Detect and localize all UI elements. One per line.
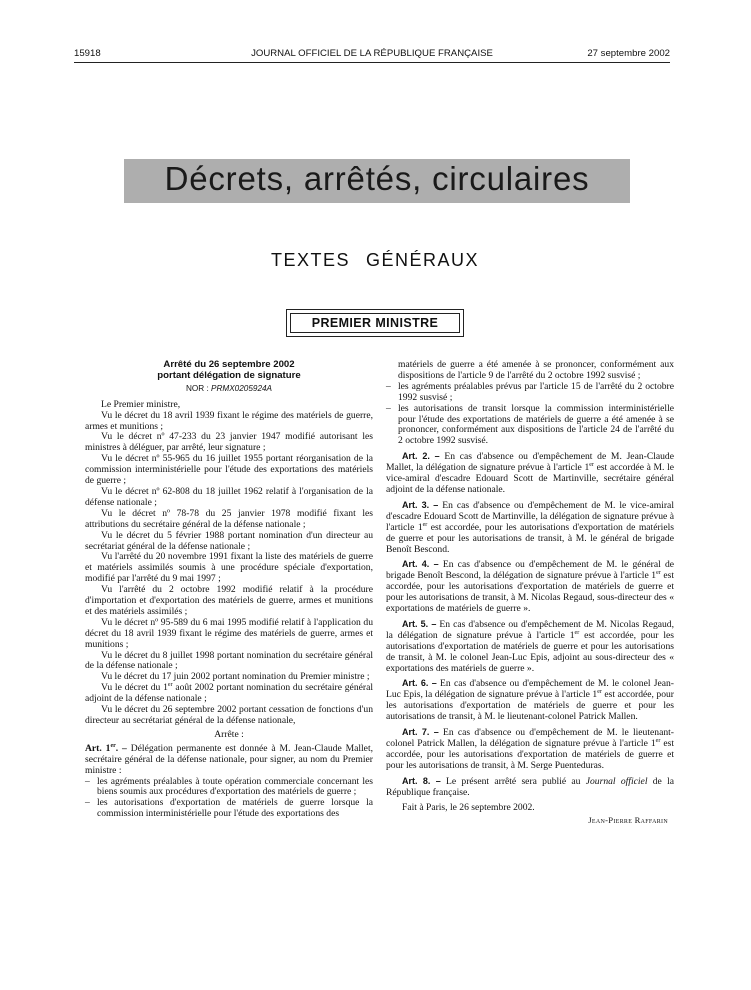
journal-name: Journal officiel [585, 775, 648, 787]
consideration: Vu le décret du 1er août 2002 portant nomination du secrétaire général adjoint de la défense nationale ; [85, 682, 373, 705]
decree-title-line-1: Arrêté du 26 septembre 2002 [163, 359, 295, 370]
article-text: En cas d'absence ou d'empêchement de M. le général de brigade Benoît Bescond, la délégation de signature prévue à l'article 1er est accordée, pour les autorisations d'exportation de matériels de guerre et pour les autorisations de transit, à M. Nicolas Regaud, sous-directeur des « exportations de matériels de guerre ». [386, 559, 674, 615]
article-1-item: – les agréments préalables à toute opération commerciale concernant les biens soumis aux procédures d'exportation des matériels de guerre ; [85, 775, 373, 798]
article-label: Art. 7. – [402, 727, 439, 738]
article-text: En cas d'absence ou d'empêchement de M. le vice-amiral d'escadre Edouard Scott de Martinville, la délégation de signature prévue à l'article 1er est accordée, pour les autorisations d'exportation de matériels de guerre et pour les autorisations de transit, à M. le général de brigade Benoît Bescond. [386, 499, 674, 555]
section-title-word-2: GÉNÉRAUX [365, 250, 480, 270]
consideration: Vu le décret nº 47-233 du 23 janvier 1947 modifié autorisant les ministres à déléguer, par arrêté, leur signature ; [85, 431, 373, 454]
consideration: Vu le décret nº 62-808 du 18 juillet 1962 relatif à l'organisation de la défense nationale ; [85, 485, 373, 508]
article-label: Art. 5. – [402, 618, 437, 629]
article-8-label: Art. 8. – [402, 775, 441, 786]
banner-title: Décrets, arrêtés, circulaires [164, 160, 590, 197]
article-1-item: – les autorisations de transit lorsque la commission interministérielle pour l'étude des exportations de matériels de guerre a été amenée à se prononcer, conformément aux dispositions de l'article 24 de l'arrêté du 2 octobre 1992 susvisé. [386, 402, 674, 447]
consideration: Vu le décret du 8 juillet 1998 portant nomination du secrétaire général de la défense nationale ; [85, 649, 373, 672]
article-1-item-continued: matériels de guerre a été amenée à se prononcer, conformément aux dispositions de l'article 9 de l'arrêté du 2 octobre 1992 susvisé ; [398, 359, 674, 381]
consideration: Vu l'arrêté du 2 octobre 1992 modifié relatif à la procédure d'importation et d'exportation des matériels de guerre, armes et munitions et des matériels assimilés ; [85, 584, 373, 617]
consideration: Vu le décret nº 95-589 du 6 mai 1995 modifié relatif à l'application du décret du 18 avril 1939 fixant le régime des matériels de guerre, armes et munitions ; [85, 616, 373, 650]
consideration: Vu le décret du 17 juin 2002 portant nomination du Premier ministre ; [101, 671, 370, 683]
article-6 [386, 678, 674, 723]
article-text: En cas d'absence ou d'empêchement de M. le lieutenant-colonel Patrick Mallen, la délégation de signature prévue à l'article 1er est accordée, pour les autorisations d'exportation de matériels de guerre et pour les autorisations de transit, à M. Serge Puenteduras. [386, 727, 674, 771]
consideration: Vu le décret du 18 avril 1939 fixant le régime des matériels de guerre, armes et munitions ; [85, 409, 373, 432]
consideration: Vu l'arrêté du 20 novembre 1991 fixant la liste des matériels de guerre et matériels assimilés soumis à une procédure spéciale d'exportation, modifié par l'arrêté du 9 mai 1997 ; [85, 551, 373, 585]
article-label: Art. 2. – [402, 451, 440, 462]
signature: Jean-Pierre Raffarin [588, 815, 668, 826]
page-header [74, 48, 670, 62]
article-1-item: – les agréments préalables prévus par l'article 15 de l'arrêté du 2 octobre 1992 susvisé ; [386, 380, 674, 403]
section-title-word-1: TEXTES [270, 250, 350, 270]
consideration: Vu le décret du 5 février 1988 portant nomination d'un directeur au secrétariat général de la défense nationale ; [85, 529, 373, 552]
article-8: Art. 8. – Le présent arrêté sera publié au Journal officiel de la République française. [386, 775, 674, 798]
article-label: Art. 3. – [402, 499, 439, 510]
consideration: Vu le décret nº 55-965 du 16 juillet 1955 portant réorganisation de la commission interministérielle pour l'étude des exportations des matériels de guerre ; [85, 453, 373, 487]
consideration: Vu le décret nº 78-78 du 25 janvier 1978 modifié fixant les attributions du secrétaire général de la défense nationale ; [85, 507, 373, 530]
article-4 [386, 559, 674, 615]
article-7 [386, 727, 674, 772]
article-label: Art. 6. – [402, 678, 437, 689]
article-5 [386, 619, 674, 675]
article-text: En cas d'absence ou d'empêchement de M. Jean-Claude Mallet, la délégation de signature prévue à l'article 1er est accordée à M. le vice-amiral d'escadre Edouard Scott de Martinville, secrétaire général adjoint de la défense nationale. [386, 451, 675, 495]
consideration: Vu le décret du 26 septembre 2002 portant cessation de fonctions d'un directeur au secrétariat général de la défense nationale, [85, 704, 373, 726]
section-title [150, 250, 600, 271]
decree-intro: Le Premier ministre, [101, 398, 181, 410]
decree-title-line-2: portant délégation de signature [157, 369, 301, 381]
article-text: En cas d'absence ou d'empêchement de M. le colonel Jean-Luc Epis, la délégation de signature prévue à l'article 1er est accordée, pour les autorisations d'exportation de matériels de guerre et pour les autorisations de transit, à M. le lieutenant-colonel Patrick Mallen. [386, 678, 675, 723]
article-2 [386, 451, 674, 496]
page-number: 15918 [74, 48, 101, 59]
header-divider [74, 62, 670, 63]
article-1-label: Art. 1er. – [85, 742, 127, 754]
article-text: En cas d'absence ou d'empêchement de M. Nicolas Regaud, la délégation de signature prévue à l'article 1er est accordée, pour les autorisations d'exportation de matériels de guerre et pour les autorisations de transit, à M. le colonel Jean-Luc Epis, adjoint au sous-directeur des « exportations des matériels de guerre ». [386, 618, 674, 674]
nor-label: NOR : [185, 383, 209, 393]
nor-reference [85, 384, 373, 395]
arrete-word: Arrête : [214, 728, 244, 740]
left-column [85, 360, 373, 820]
article-1-text: Délégation permanente est donnée à M. Jean-Claude Mallet, secrétaire général de la défense nationale, pour signer, au nom du Premier ministre : [85, 742, 374, 776]
ministry-heading: PREMIER MINISTRE [290, 313, 460, 333]
article-label: Art. 4. – [402, 559, 439, 570]
article-3 [386, 500, 674, 556]
article-1 [85, 744, 373, 777]
place-date: Fait à Paris, le 26 septembre 2002. [402, 801, 535, 813]
article-1-item: – les autorisations d'exportation de matériels de guerre lorsque la commission interministérielle pour l'étude des exportations des [85, 797, 373, 820]
journal-title: JOURNAL OFFICIEL DE LA RÉPUBLIQUE FRANÇAISE [251, 48, 493, 59]
nor-code: PRMX0205924A [211, 383, 273, 393]
issue-date: 27 septembre 2002 [587, 48, 670, 59]
right-column [386, 360, 674, 826]
